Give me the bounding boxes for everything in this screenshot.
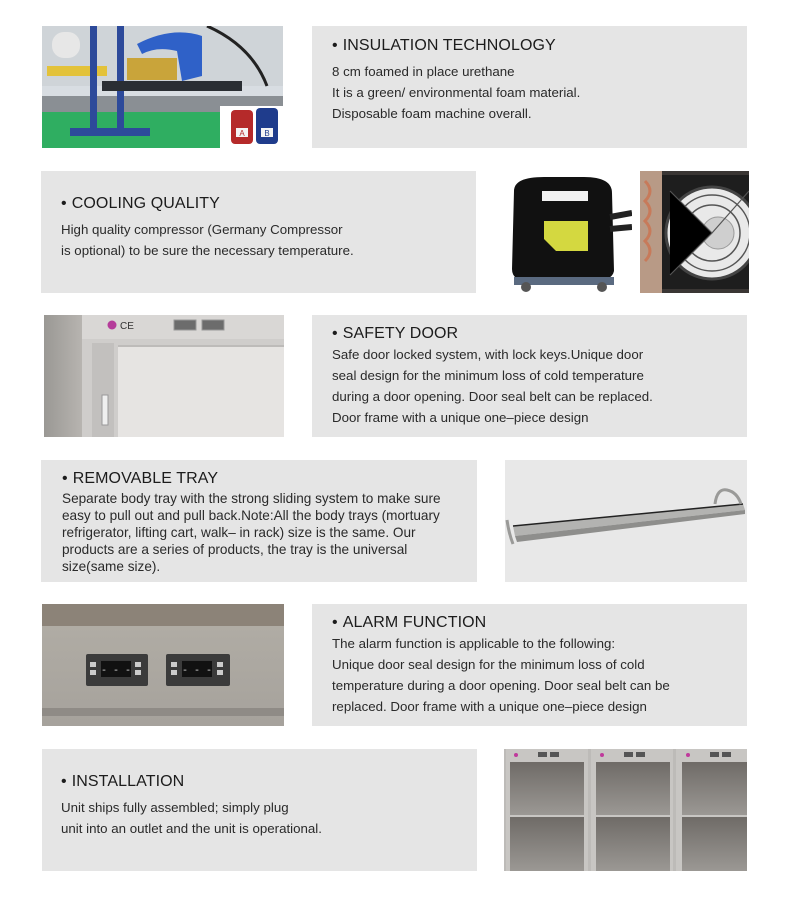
bullet-icon: •	[62, 470, 68, 487]
section-safety-door	[0, 315, 790, 437]
temperature-controller-2	[166, 654, 230, 686]
alarm-text-panel	[312, 604, 747, 726]
section-insulation	[0, 26, 790, 148]
section-removable-tray	[0, 460, 790, 582]
barrel-a-icon	[231, 110, 253, 144]
barrel-b-icon	[256, 108, 278, 144]
installation-text-panel	[42, 749, 477, 871]
section-installation	[0, 749, 790, 871]
bullet-icon: •	[332, 614, 338, 631]
temperature-controller-1	[86, 654, 148, 686]
compressor-image	[504, 171, 632, 293]
section-text-line: easy to pull out and pull back.Note:All the body trays (mortuary	[62, 508, 440, 523]
section-text-line: seal design for the minimum loss of cold temperature	[332, 368, 644, 383]
section-text-line: Door frame with a unique one–piece design	[332, 410, 589, 425]
insulation-text-panel	[312, 26, 747, 148]
ce-mark: CE	[120, 321, 134, 332]
section-title: • REMOVABLE TRAY	[62, 470, 219, 487]
section-text-line: It is a green/ environmental foam material.	[332, 85, 581, 100]
cooling-text-panel	[41, 171, 476, 293]
svg-text:A: A	[239, 129, 245, 138]
section-text-line: Separate body tray with the strong sliding system to make sure	[62, 491, 441, 506]
section-text-line: Unit ships fully assembled; simply plug	[61, 800, 289, 815]
section-title: • INSTALLATION	[61, 773, 185, 790]
removable-tray-text-panel	[41, 460, 477, 582]
mortuary-refrigerators-image	[504, 749, 747, 871]
condenser-fan-image	[640, 171, 749, 293]
svg-text:- - -: - - -	[181, 666, 213, 677]
section-text-line: temperature during a door opening. Door seal belt can be	[332, 678, 670, 693]
body-tray-image	[505, 460, 747, 582]
section-title: • SAFETY DOOR	[332, 325, 459, 342]
section-text-line: unit into an outlet and the unit is operational.	[61, 821, 322, 836]
section-text-line: Unique door seal design for the minimum loss of cold	[332, 657, 645, 672]
section-alarm	[0, 604, 790, 726]
section-text-line: High quality compressor (Germany Compressor	[61, 222, 343, 237]
bullet-icon: •	[332, 325, 338, 342]
section-text-line: The alarm function is applicable to the following:	[332, 636, 616, 651]
brand-logo-icon	[108, 321, 117, 330]
section-cooling	[0, 171, 790, 293]
section-text-line: products are a series of products, the tray is the universal	[62, 542, 408, 557]
svg-text:- - -: - - -	[100, 666, 132, 677]
section-text-line: replaced. Door frame with a unique one–piece design	[332, 699, 647, 714]
foam-machine-image	[42, 26, 283, 148]
section-text-line: Disposable foam machine overall.	[332, 106, 532, 121]
svg-text:B: B	[264, 129, 270, 138]
section-text-line: size(same size).	[62, 559, 161, 574]
safety-door-image	[44, 315, 284, 437]
section-text-line: is optional) to be sure the necessary temperature.	[61, 243, 354, 258]
section-text-line: during a door opening. Door seal belt can be replaced.	[332, 389, 653, 404]
bullet-icon: •	[61, 195, 67, 212]
safety-door-text-panel	[312, 315, 747, 437]
section-text-line: refrigerator, lifting cart, walk– in rack) size is the same. Our	[62, 525, 416, 540]
section-title: • ALARM FUNCTION	[332, 614, 487, 631]
alarm-controller-image	[42, 604, 284, 726]
section-text-line: Safe door locked system, with lock keys.Unique door	[332, 347, 644, 362]
bullet-icon: •	[61, 773, 67, 790]
bullet-icon: •	[332, 37, 338, 54]
section-title: • INSULATION TECHNOLOGY	[332, 37, 556, 54]
section-title: • COOLING QUALITY	[61, 195, 220, 212]
section-text-line: 8 cm foamed in place urethane	[332, 64, 515, 79]
